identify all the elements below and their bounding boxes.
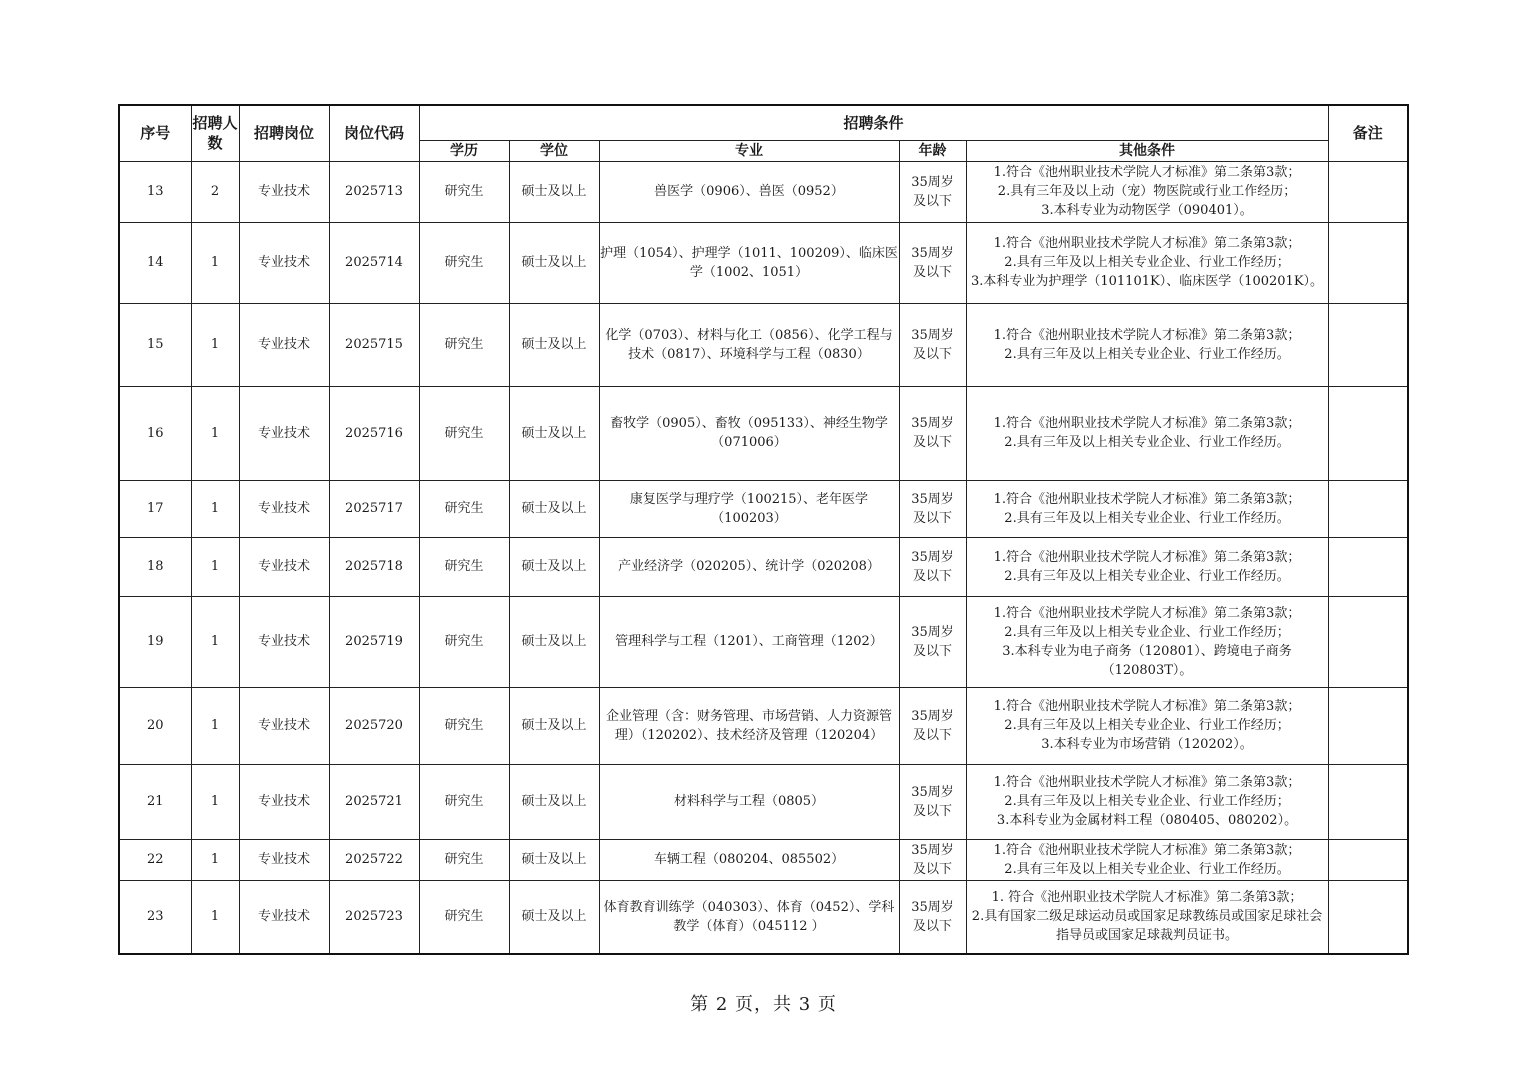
row-remark — [1328, 537, 1408, 596]
row-other-conditions — [966, 537, 1328, 596]
row-count: 1 — [191, 687, 239, 764]
other-condition-line: 1.符合《池州职业技术学院人才标准》第二条第3款； — [993, 236, 1301, 251]
table-row — [119, 764, 1408, 839]
age-line: 35周岁 — [911, 784, 954, 800]
row-count: 1 — [191, 386, 239, 480]
row-count: 1 — [191, 596, 239, 687]
row-major: 管理科学与工程（1201）、工商管理（1202） — [599, 596, 899, 687]
row-count: 1 — [191, 303, 239, 386]
row-code: 2025714 — [329, 222, 419, 303]
row-degree: 硕士及以上 — [509, 687, 599, 764]
row-code: 2025719 — [329, 596, 419, 687]
row-other-conditions — [966, 687, 1328, 764]
row-education: 研究生 — [419, 222, 509, 303]
other-condition-line: 1.符合《池州职业技术学院人才标准》第二条第3款； — [993, 416, 1301, 431]
page-footer: 第 2 页，共 3 页 — [690, 994, 837, 1015]
row-code: 2025720 — [329, 687, 419, 764]
row-seq: 13 — [119, 161, 191, 222]
row-age — [899, 303, 966, 386]
row-code: 2025721 — [329, 764, 419, 839]
row-major: 康复医学与理疗学（100215）、老年医学（100203） — [599, 480, 899, 537]
other-condition-line: 1.符合《池州职业技术学院人才标准》第二条第3款； — [993, 491, 1301, 507]
row-post: 专业技术 — [239, 480, 329, 537]
row-age — [899, 161, 966, 222]
row-age — [899, 596, 966, 687]
row-other-conditions — [966, 764, 1328, 839]
row-degree: 硕士及以上 — [509, 764, 599, 839]
other-condition-line: 1.符合《池州职业技术学院人才标准》第二条第3款； — [993, 327, 1301, 343]
table-body — [119, 161, 1408, 954]
row-other-conditions — [966, 839, 1328, 880]
row-remark — [1328, 596, 1408, 687]
other-condition-line: 1. 符合《池州职业技术学院人才标准》第二条第3款； — [991, 890, 1303, 906]
row-age — [899, 839, 966, 880]
row-major: 兽医学（0906）、兽医（0952） — [599, 161, 899, 222]
row-post: 专业技术 — [239, 537, 329, 596]
other-condition-line: 3.本科专业为动物医学（090401）。 — [1041, 203, 1253, 218]
row-education: 研究生 — [419, 480, 509, 537]
row-remark — [1328, 386, 1408, 480]
header-post: 招聘岗位 — [239, 105, 329, 161]
other-condition-line: 2.具有三年及以上相关专业企业、行业工作经历。 — [1004, 346, 1290, 362]
table-row — [119, 303, 1408, 386]
row-remark — [1328, 303, 1408, 386]
row-seq: 23 — [119, 880, 191, 954]
row-major: 车辆工程（080204、085502） — [599, 839, 899, 880]
header-conditions: 招聘条件 — [419, 105, 1328, 140]
header-count: 招聘人数 — [191, 105, 239, 161]
row-count: 1 — [191, 880, 239, 954]
row-age — [899, 222, 966, 303]
row-code: 2025718 — [329, 537, 419, 596]
other-condition-line: 1.符合《池州职业技术学院人才标准》第二条第3款； — [993, 699, 1301, 714]
table-row — [119, 480, 1408, 537]
row-post: 专业技术 — [239, 764, 329, 839]
other-condition-line: 2.具有三年及以上相关专业企业、行业工作经历。 — [1004, 435, 1290, 450]
table-row — [119, 596, 1408, 687]
other-condition-line: 2.具有三年及以上相关专业企业、行业工作经历； — [1004, 794, 1290, 809]
row-major: 产业经济学（020205）、统计学（020208） — [599, 537, 899, 596]
row-seq: 21 — [119, 764, 191, 839]
row-remark — [1328, 222, 1408, 303]
row-post: 专业技术 — [239, 596, 329, 687]
row-age — [899, 537, 966, 596]
row-seq: 22 — [119, 839, 191, 880]
row-count: 2 — [191, 161, 239, 222]
row-other-conditions — [966, 480, 1328, 537]
age-line: 35周岁 — [911, 327, 954, 343]
row-code: 2025722 — [329, 839, 419, 880]
row-other-conditions — [966, 161, 1328, 222]
row-post: 专业技术 — [239, 687, 329, 764]
row-code: 2025723 — [329, 880, 419, 954]
age-line: 及以下 — [912, 264, 952, 280]
other-condition-line: 1.符合《池州职业技术学院人才标准》第二条第3款； — [993, 549, 1301, 565]
header-remarks: 备注 — [1328, 105, 1408, 161]
age-line: 及以下 — [912, 643, 952, 659]
row-seq: 20 — [119, 687, 191, 764]
row-age — [899, 880, 966, 954]
other-condition-line: 3.本科专业为护理学（101101K）、临床医学（100201K）。 — [970, 274, 1324, 289]
row-seq: 17 — [119, 480, 191, 537]
row-degree: 硕士及以上 — [509, 161, 599, 222]
table-row — [119, 537, 1408, 596]
age-line: 及以下 — [912, 727, 952, 743]
row-remark — [1328, 880, 1408, 954]
header-education: 学历 — [419, 140, 509, 161]
row-major: 材料科学与工程（0805） — [599, 764, 899, 839]
row-major: 化学（0703）、材料与化工（0856）、化学工程与技术（0817）、环境科学与工程（0830） — [599, 303, 899, 386]
row-education: 研究生 — [419, 596, 509, 687]
row-post: 专业技术 — [239, 386, 329, 480]
row-other-conditions — [966, 303, 1328, 386]
row-code: 2025716 — [329, 386, 419, 480]
row-remark — [1328, 480, 1408, 537]
row-major: 企业管理（含：财务管理、市场营销、人力资源管理）（120202）、技术经济及管理（120204） — [599, 687, 899, 764]
other-condition-line: 2.具有三年及以上相关专业企业、行业工作经历； — [1004, 255, 1290, 270]
row-age — [899, 764, 966, 839]
age-line: 及以下 — [912, 803, 952, 819]
row-degree: 硕士及以上 — [509, 303, 599, 386]
row-degree: 硕士及以上 — [509, 537, 599, 596]
row-count: 1 — [191, 537, 239, 596]
table-row — [119, 161, 1408, 222]
row-seq: 18 — [119, 537, 191, 596]
other-condition-line: 3.本科专业为电子商务（120801）、跨境电子商务（120803T）。 — [1002, 643, 1292, 678]
other-condition-line: 2.具有国家二级足球运动员或国家足球教练员或国家足球社会指导员或国家足球裁判员证书。 — [971, 909, 1323, 944]
row-education: 研究生 — [419, 386, 509, 480]
table-row — [119, 222, 1408, 303]
row-degree: 硕士及以上 — [509, 839, 599, 880]
age-line: 35周岁 — [911, 842, 954, 858]
age-line: 及以下 — [912, 568, 952, 584]
row-seq: 19 — [119, 596, 191, 687]
row-post: 专业技术 — [239, 303, 329, 386]
age-line: 及以下 — [912, 918, 952, 934]
row-education: 研究生 — [419, 303, 509, 386]
row-post: 专业技术 — [239, 880, 329, 954]
row-count: 1 — [191, 222, 239, 303]
row-degree: 硕士及以上 — [509, 880, 599, 954]
row-education: 研究生 — [419, 839, 509, 880]
row-education: 研究生 — [419, 687, 509, 764]
other-condition-line: 2.具有三年及以上相关专业企业、行业工作经历。 — [1004, 861, 1290, 877]
other-condition-line: 2.具有三年及以上相关专业企业、行业工作经历。 — [1004, 510, 1290, 526]
row-other-conditions — [966, 222, 1328, 303]
other-condition-line: 1.符合《池州职业技术学院人才标准》第二条第3款； — [993, 775, 1301, 790]
age-line: 35周岁 — [911, 549, 954, 565]
age-line: 35周岁 — [911, 174, 954, 190]
row-major: 体育教育训练学（040303）、体育（0452）、学科教学（体育）（045112 ） — [599, 880, 899, 954]
other-condition-line: 1.符合《池州职业技术学院人才标准》第二条第3款； — [993, 842, 1301, 858]
row-age — [899, 687, 966, 764]
row-post: 专业技术 — [239, 222, 329, 303]
row-major: 护理（1054）、护理学（1011、100209）、临床医学（1002、1051） — [599, 222, 899, 303]
age-line: 35周岁 — [911, 245, 954, 261]
row-other-conditions — [966, 596, 1328, 687]
table-row — [119, 386, 1408, 480]
age-line: 35周岁 — [911, 899, 954, 915]
row-degree: 硕士及以上 — [509, 480, 599, 537]
other-condition-line: 2.具有三年及以上动（宠）物医院或行业工作经历； — [997, 184, 1297, 199]
age-line: 及以下 — [912, 861, 952, 877]
other-condition-line: 1.符合《池州职业技术学院人才标准》第二条第3款； — [993, 605, 1301, 621]
age-line: 及以下 — [912, 510, 952, 526]
row-code: 2025713 — [329, 161, 419, 222]
age-line: 及以下 — [912, 435, 952, 450]
row-degree: 硕士及以上 — [509, 222, 599, 303]
other-condition-line: 2.具有三年及以上相关专业企业、行业工作经历； — [1004, 718, 1290, 733]
row-count: 1 — [191, 839, 239, 880]
other-condition-line: 1.符合《池州职业技术学院人才标准》第二条第3款； — [993, 165, 1301, 180]
row-age — [899, 480, 966, 537]
row-code: 2025715 — [329, 303, 419, 386]
age-line: 及以下 — [912, 193, 952, 209]
age-line: 及以下 — [912, 346, 952, 362]
row-seq: 16 — [119, 386, 191, 480]
other-condition-line: 2.具有三年及以上相关专业企业、行业工作经历； — [1004, 624, 1290, 640]
header-seq: 序号 — [119, 105, 191, 161]
other-condition-line: 3.本科专业为市场营销（120202）。 — [1041, 737, 1253, 752]
recruitment-table — [118, 104, 1409, 955]
header-degree: 学位 — [509, 140, 599, 161]
row-remark — [1328, 839, 1408, 880]
row-remark — [1328, 764, 1408, 839]
row-post: 专业技术 — [239, 161, 329, 222]
row-age — [899, 386, 966, 480]
other-condition-line: 2.具有三年及以上相关专业企业、行业工作经历。 — [1004, 568, 1290, 584]
header-major: 专业 — [599, 140, 899, 161]
row-seq: 14 — [119, 222, 191, 303]
row-education: 研究生 — [419, 880, 509, 954]
row-education: 研究生 — [419, 537, 509, 596]
row-degree: 硕士及以上 — [509, 386, 599, 480]
row-remark — [1328, 687, 1408, 764]
row-seq: 15 — [119, 303, 191, 386]
table-row — [119, 839, 1408, 880]
age-line: 35周岁 — [911, 416, 954, 431]
row-degree: 硕士及以上 — [509, 596, 599, 687]
age-line: 35周岁 — [911, 624, 954, 640]
row-post: 专业技术 — [239, 839, 329, 880]
header-other: 其他条件 — [966, 140, 1328, 161]
row-count: 1 — [191, 480, 239, 537]
age-line: 35周岁 — [911, 708, 954, 724]
row-other-conditions — [966, 880, 1328, 954]
table-row — [119, 687, 1408, 764]
age-line: 35周岁 — [911, 491, 954, 507]
row-count: 1 — [191, 764, 239, 839]
row-code: 2025717 — [329, 480, 419, 537]
header-age: 年龄 — [899, 140, 966, 161]
row-other-conditions — [966, 386, 1328, 480]
row-major: 畜牧学（0905）、畜牧（095133）、神经生物学（071006） — [599, 386, 899, 480]
row-education: 研究生 — [419, 161, 509, 222]
row-remark — [1328, 161, 1408, 222]
table-row — [119, 880, 1408, 954]
header-code: 岗位代码 — [329, 105, 419, 161]
other-condition-line: 3.本科专业为金属材料工程（080405、080202）。 — [996, 813, 1298, 828]
row-education: 研究生 — [419, 764, 509, 839]
